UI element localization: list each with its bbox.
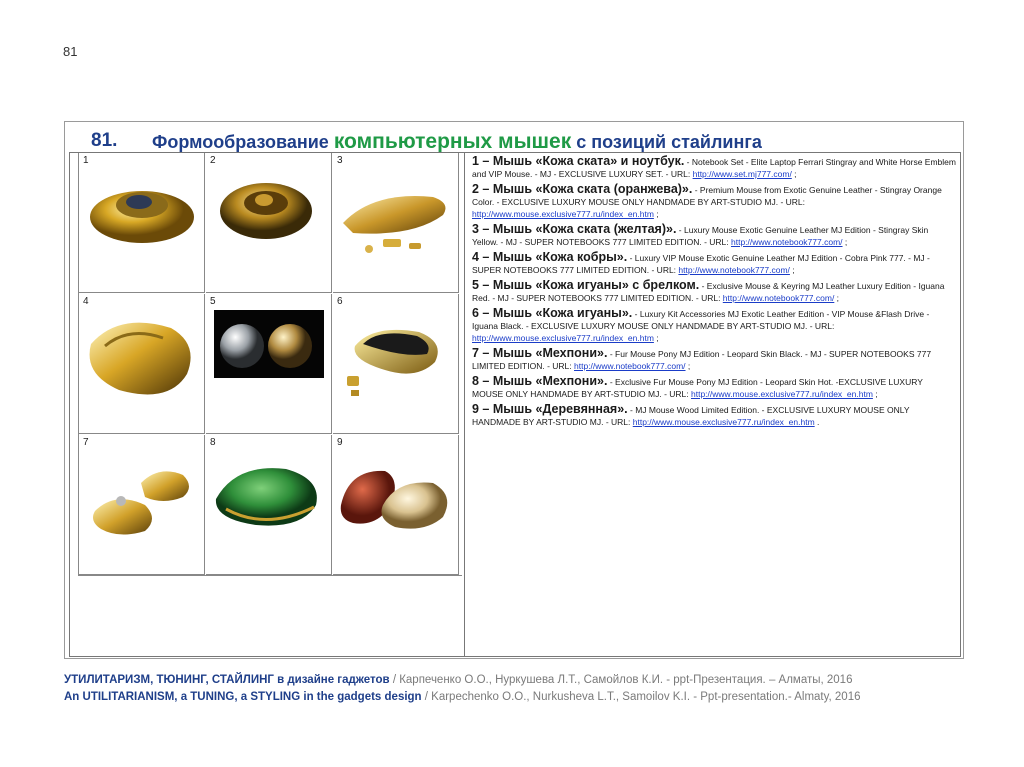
item-link[interactable]: http://www.mouse.exclusive777.ru/index_en.htm: [691, 389, 873, 399]
item-tail: ;: [842, 237, 848, 247]
title-text: [152, 130, 762, 154]
item-tail: ;: [834, 293, 840, 303]
cell-label: 2: [210, 155, 216, 166]
item-tail: ;: [791, 169, 797, 179]
item-link[interactable]: http://www.mouse.exclusive777.ru/index_en.htm: [472, 209, 654, 219]
image-cell-8: [206, 435, 332, 575]
footer-en-authors: / Karpechenko O.O., Nurkusheva L.T., Samoilov K.I. - Ppt-presentation.- Almaty, 2016: [421, 691, 861, 703]
two-gold-mice-image: [79, 435, 205, 575]
item-link[interactable]: http://www.set.mj777.com/: [692, 169, 792, 179]
list-item: [472, 279, 956, 304]
image-cell-5: [206, 294, 332, 434]
item-heading: 3 – Мышь «Кожа ската (желтая)».: [472, 222, 677, 236]
list-item: [472, 375, 956, 400]
item-heading: 1 – Мышь «Кожа ската» и ноутбук.: [472, 154, 685, 168]
list-item: [472, 403, 956, 428]
column-divider: [464, 153, 465, 656]
green-crystal-mouse-image: [206, 435, 332, 575]
gold-mouse-with-accessories-image: [333, 153, 459, 293]
footer-en: [64, 689, 984, 706]
black-gold-mouse-image: [333, 294, 459, 434]
list-item: [472, 223, 956, 248]
item-link[interactable]: http://www.notebook777.com/: [678, 265, 790, 275]
footer-ru-authors: / Карпеченко О.О., Нуркушева Л.Т., Самойлов К.И. - ppt-Презентация. – Алматы, 2016: [389, 674, 853, 686]
gold-mouse-on-dark-pad-image: [206, 153, 332, 293]
gold-mouse-on-pad-image: [79, 153, 205, 293]
list-item: [472, 347, 956, 372]
title-number: 81.: [91, 130, 118, 151]
item-heading: 2 – Мышь «Кожа ската (оранжева)».: [472, 182, 693, 196]
item-text: - Exclusive Fur Mouse Pony MJ Edition - Leopard Skin Hot. -EXCLUSIVE LUXURY MOUSE ONLY HANDMADE BY ART-STUDIO MJ. - URL:: [472, 377, 923, 399]
red-and-cream-mice-image: [333, 435, 459, 575]
title-highlight: компьютерных мышек: [333, 130, 572, 153]
list-item: [472, 183, 956, 220]
footer-ru-title: УТИЛИТАРИЗМ, ТЮНИНГ, СТАЙЛИНГ в дизайне гаджетов: [64, 674, 390, 686]
gold-mouse-image: [79, 294, 205, 434]
item-link[interactable]: http://www.mouse.exclusive777.ru/index_en.htm: [472, 333, 654, 343]
list-item: [472, 251, 956, 276]
image-cell-3: [333, 153, 459, 293]
item-text: - Luxury VIP Mouse Exotic Genuine Leather MJ Edition - Cobra Pink 777. - MJ - SUPER NOTEBOOKS 777 LIMITED EDITION. - URL:: [472, 253, 930, 275]
item-text: - Notebook Set - Elite Laptop Ferrari Stingray and White Horse Emblem and VIP Mouse. - MJ - EXCLUSIVE LUXURY SET. - URL:: [472, 157, 956, 179]
spheres-on-black-image: [206, 294, 332, 434]
item-link[interactable]: http://www.mouse.exclusive777.ru/index_en.htm: [632, 417, 815, 427]
footer: [64, 672, 984, 706]
cell-label: 1: [83, 155, 89, 166]
item-text: - Exclusive Mouse & Keyring MJ Leather Luxury Edition - Iguana Red. - MJ - SUPER NOTEBOOKS 777 LIMITED EDITION. - URL:: [472, 281, 945, 303]
cell-label: 5: [210, 296, 216, 307]
title-suffix: с позиций стайлинга: [571, 132, 762, 152]
image-grid: [78, 153, 462, 576]
item-link[interactable]: http://www.notebook777.com/: [574, 361, 686, 371]
cell-label: 9: [337, 437, 343, 448]
content-table: [69, 152, 961, 657]
page-number: 81: [63, 44, 78, 59]
image-cell-1: [79, 153, 205, 293]
image-cell-2: [206, 153, 332, 293]
item-text: - MJ Mouse Wood Limited Edition. - EXCLUSIVE LUXURY MOUSE ONLY HANDMADE BY ART-STUDIO MJ. - URL:: [472, 405, 910, 427]
cell-label: 4: [83, 296, 89, 307]
image-cell-4: [79, 294, 205, 434]
item-link[interactable]: http://www.notebook777.com/: [722, 293, 835, 303]
cell-label: 8: [210, 437, 216, 448]
item-tail: ;: [789, 265, 795, 275]
image-cell-9: [333, 435, 459, 575]
footer-ru: [64, 672, 984, 689]
item-heading: 6 – Мышь «Кожа игуаны».: [472, 306, 633, 320]
image-cell-7: [79, 435, 205, 575]
cell-label: 7: [83, 437, 89, 448]
slide: [64, 121, 964, 659]
item-text: - Premium Mouse from Exotic Genuine Leather - Stingray Orange Color. - EXCLUSIVE LUXURY MOUSE ONLY HANDMADE BY ART-STUDIO MJ. - URL:: [472, 185, 942, 207]
item-heading: 4 – Мышь «Кожа кобры».: [472, 250, 628, 264]
item-tail: .: [814, 417, 820, 427]
cell-label: 3: [337, 155, 343, 166]
description-list: [472, 155, 956, 431]
item-heading: 8 – Мышь «Мехпони».: [472, 374, 608, 388]
list-item: [472, 307, 956, 344]
item-tail: ;: [685, 361, 691, 371]
image-cell-6: [333, 294, 459, 434]
title-prefix: Формообразование: [152, 132, 334, 152]
slide-title: [65, 128, 963, 152]
item-tail: ;: [872, 389, 878, 399]
item-tail: ;: [653, 209, 659, 219]
item-text: - Luxury Mouse Exotic Genuine Leather MJ Edition - Stingray Skin Yellow. - MJ - SUPER NOTEBOOKS 777 LIMITED EDITION. - URL:: [472, 225, 929, 247]
item-tail: ;: [653, 333, 659, 343]
cell-label: 6: [337, 296, 343, 307]
item-heading: 5 – Мышь «Кожа игуаны» с брелком.: [472, 278, 700, 292]
item-heading: 9 – Мышь «Деревянная».: [472, 402, 628, 416]
list-item: [472, 155, 956, 180]
item-heading: 7 – Мышь «Мехпони».: [472, 346, 608, 360]
item-text: - Luxury Kit Accessories MJ Exotic Leather Edition - VIP Mouse &Flash Drive - Iguana Black. - EXCLUSIVE LUXURY MOUSE ONLY HANDMADE BY ART-STUDIO MJ. - URL:: [472, 309, 930, 331]
item-link[interactable]: http://www.notebook777.com/: [731, 237, 843, 247]
footer-en-title: An UTILITARIANISM, a TUNING, a STYLING in the gadgets design: [64, 691, 422, 703]
item-text: - Fur Mouse Pony MJ Edition - Leopard Skin Black. - MJ - SUPER NOTEBOOKS 777 LIMITED EDITION. - URL:: [472, 349, 932, 371]
